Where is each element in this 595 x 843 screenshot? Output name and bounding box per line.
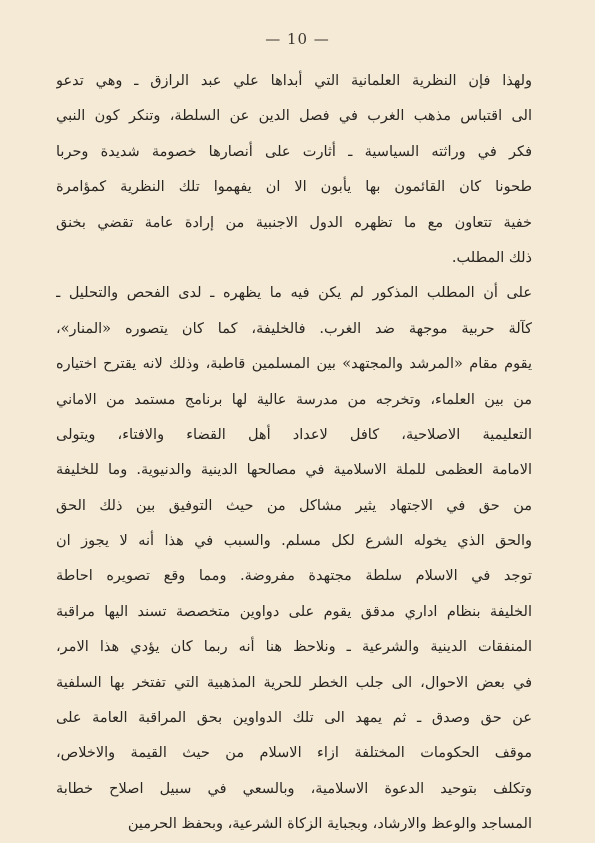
text-line: طحونا كان القائمون بها يأبون الا ان يفهموا تلك النظرية كمؤامرة bbox=[56, 179, 532, 196]
text-line: يقوم مقام «المرشد والمجتهد» بين المسلمين قاطبة، وذلك لانه يقترح اختياره bbox=[56, 356, 532, 373]
text-line: فكر في وراثته السياسية ـ أثارت على أنصارها خصومة شديدة وحربا bbox=[56, 143, 532, 160]
text-line: التعليمية الاصلاحية، كافل لاعداد أهل القضاء والافتاء، ويتولى bbox=[56, 426, 532, 443]
text-line: عن حق وصدق ـ ثم يمهد الى تلك الدواوين بحق المراقبة العامة على bbox=[56, 710, 532, 727]
text-line: ذلك المطلب. bbox=[451, 249, 532, 266]
text-line: من حق في الاجتهاد يثير مشاكل من حيث التوفيق بين ذلك الحق bbox=[56, 497, 532, 514]
text-line: في بعض الاحوال، الى جلب الخطر للحرية المذهبية التي تفتخر بها السلفية bbox=[56, 674, 532, 691]
paragraph bbox=[56, 64, 532, 276]
text-line: الامامة العظمى للملة الاسلامية في مصالحها الدينية والدنيوية. وما للخليفة bbox=[56, 462, 532, 479]
text-line: المنفقات الدينية والشرعية ـ ونلاحظ هنا أنه ربما كان يؤدي هذا الامر، bbox=[56, 639, 532, 656]
text-line: وتكلف بتوحيد الدعوة الاسلامية، وبالسعي في سبيل اصلاح خطابة bbox=[56, 780, 532, 797]
body-text bbox=[56, 64, 532, 843]
text-line: موقف الحكومات المختلفة ازاء الاسلام من حيث القيمة والاخلاص، bbox=[56, 745, 532, 762]
text-line: المساجد والوعظ والارشاد، وبجباية الزكاة الشرعية، وبحفظ الحرمين bbox=[127, 816, 532, 833]
text-line: ولهذا فإن النظرية العلمانية التي أبداها علي عبد الرازق ـ وهي تدعو bbox=[56, 73, 532, 89]
text-line: كآلة حربية موجهة ضد الغرب. فالخليفة، كما كان يتصوره «المنار»، bbox=[56, 320, 532, 337]
paragraph bbox=[56, 276, 532, 842]
page-number: — 10 — bbox=[265, 30, 330, 48]
text-line: من بين العلماء، وتخرجه من مدرسة عالية لها برنامج مستمد من الاماني bbox=[56, 391, 532, 408]
text-line: خفية تتعاون مع ما تظهره الدول الاجنبية من إرادة عامة تقضي بخنق bbox=[56, 214, 532, 231]
text-line: والحق الذي يخوله الشرع لكل مسلم. والسبب في هذا أنه لا يجوز ان bbox=[56, 533, 532, 550]
text-line: الى اقتباس مذهب الغرب في فصل الدين عن السلطة، وتنكر كون النبي bbox=[56, 108, 532, 125]
text-line: توجد في الاسلام سلطة مجتهدة مفروضة. ومما وقع تصويره احاطة bbox=[56, 568, 532, 585]
text-line: على أن المطلب المذكور لم يكن فيه ما يظهره ـ لدى الفحص والتحليل ـ bbox=[56, 285, 532, 302]
text-line: الخليفة بنظام اداري مدقق يقوم على دواوين متخصصة تسند اليها مراقبة bbox=[56, 603, 532, 620]
